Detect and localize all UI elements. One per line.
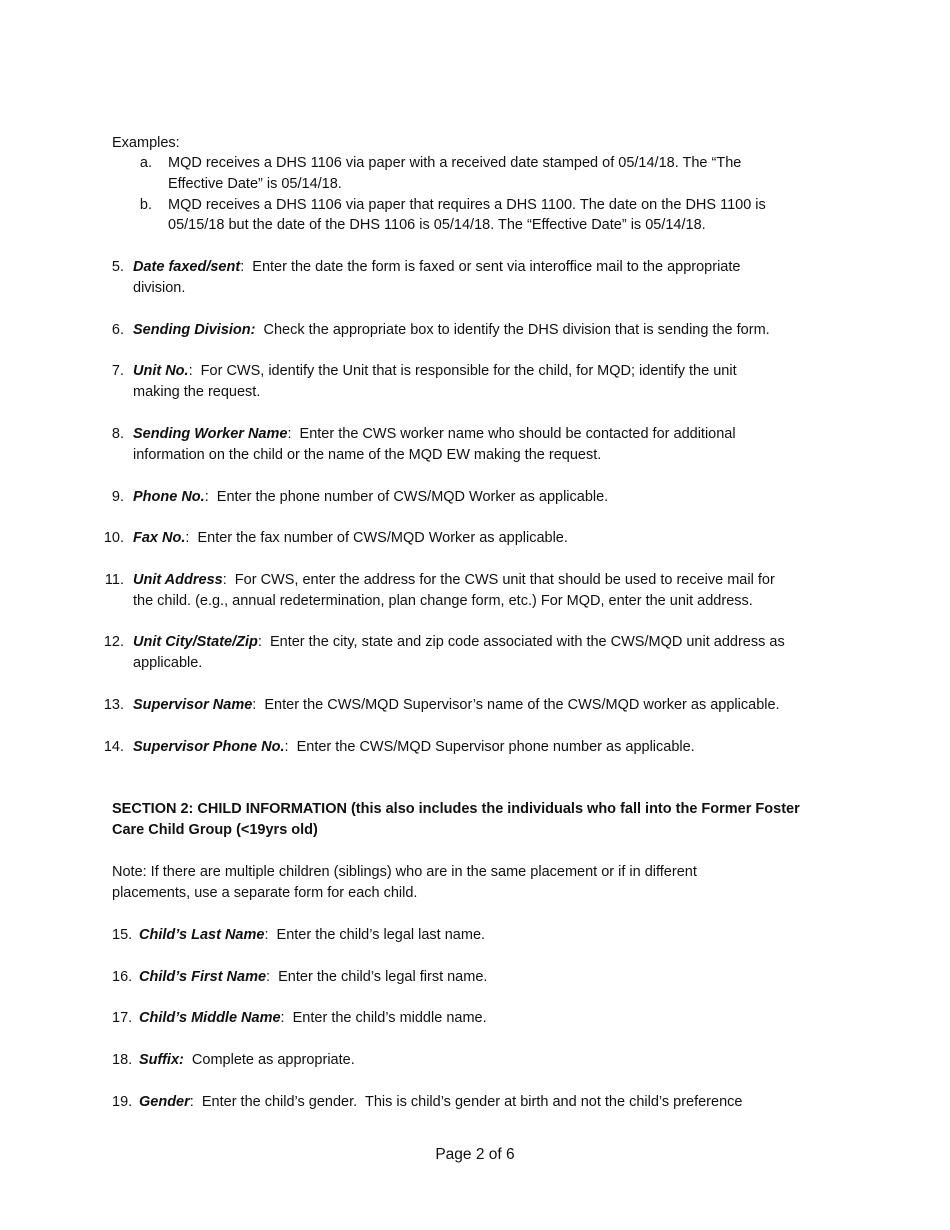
section2-note-line1: Note: If there are multiple children (siblings) who are in the same placement or if in different — [112, 864, 697, 880]
example-a-marker: a. — [139, 155, 152, 171]
item-description: Enter the CWS/MQD Supervisor phone number as applicable. — [296, 739, 695, 755]
item-line2: the child. (e.g., annual redetermination, plan change form, etc.) For MQD, enter the unit address. — [133, 593, 753, 609]
section2-heading-line1: SECTION 2: CHILD INFORMATION (this also includes the individuals who fall into the Former Foster — [112, 801, 800, 817]
item-separator — [184, 1052, 192, 1068]
item-number: 6. — [111, 322, 124, 338]
item-term: Unit City/State/Zip — [133, 634, 258, 650]
example-b-line2: 05/15/18 but the date of the DHS 1106 is 05/14/18. The “Effective Date” is 05/14/18. — [168, 217, 706, 233]
item-number: 8. — [111, 426, 124, 442]
item-description: Enter the child’s legal last name. — [276, 927, 486, 943]
item-description: For CWS, identify the Unit that is responsible for the child, for MQD; identify the unit — [200, 363, 737, 379]
item-line1 — [133, 570, 775, 591]
item-description: Enter the CWS/MQD Supervisor’s name of the CWS/MQD worker as applicable. — [264, 697, 780, 713]
item-description: Check the appropriate box to identify the DHS division that is sending the form. — [263, 322, 770, 338]
child-info-item — [112, 1050, 355, 1071]
child-info-item — [112, 1008, 487, 1029]
example-b-marker: b. — [139, 197, 152, 213]
child-info-item — [112, 925, 485, 946]
item-separator: : — [204, 489, 217, 505]
item-term: Unit No. — [133, 363, 189, 379]
page-number: Page 2 of 6 — [435, 1146, 515, 1163]
item-separator: : — [266, 969, 279, 985]
item-separator: : — [284, 739, 297, 755]
item-separator: : — [252, 697, 265, 713]
example-a-line1: MQD receives a DHS 1106 via paper with a received date stamped of 05/14/18. The “The — [168, 155, 742, 171]
item-term: Supervisor Name — [133, 697, 253, 713]
item-number: 7. — [111, 363, 124, 379]
item-separator: : — [222, 572, 235, 588]
item-term: Date faxed/sent — [133, 259, 241, 275]
item-separator: : — [280, 1010, 293, 1026]
item-description: Enter the fax number of CWS/MQD Worker as applicable. — [197, 530, 568, 546]
item-line2: making the request. — [133, 384, 261, 400]
item-line1 — [133, 632, 785, 653]
item-description: Enter the date the form is faxed or sent via interoffice mail to the appropriate — [252, 259, 741, 275]
section2-note-line2: placements, use a separate form for each child. — [112, 885, 418, 901]
item-separator: : — [240, 259, 253, 275]
item-description: For CWS, enter the address for the CWS unit that should be used to receive mail for — [234, 572, 775, 588]
item-term: Child’s Middle Name — [139, 1010, 281, 1026]
item-line1 — [133, 528, 568, 549]
item-term: Phone No. — [133, 489, 205, 505]
item-line2: division. — [133, 280, 186, 296]
item-separator: : — [189, 1094, 202, 1110]
item-term: Gender — [139, 1094, 190, 1110]
item-term: Child’s First Name — [139, 969, 267, 985]
item-separator: : — [257, 634, 270, 650]
examples-heading: Examples: — [112, 135, 180, 151]
item-line1 — [133, 695, 780, 716]
item-separator: : — [287, 426, 300, 442]
child-info-item — [112, 967, 487, 988]
item-description: Enter the child’s middle name. — [292, 1010, 487, 1026]
item-number: 13. — [103, 697, 124, 713]
item-number: 10. — [103, 530, 124, 546]
item-separator: : — [188, 363, 201, 379]
item-description: Enter the child’s legal first name. — [278, 969, 488, 985]
item-line1 — [133, 361, 737, 382]
item-line1 — [133, 424, 736, 445]
item-number: 11. — [104, 572, 124, 588]
item-line1 — [133, 257, 740, 278]
item-description: Enter the CWS worker name who should be contacted for additional — [299, 426, 736, 442]
item-line1 — [133, 487, 608, 508]
example-a-line2: Effective Date” is 05/14/18. — [168, 176, 342, 192]
item-description: Enter the city, state and zip code associated with the CWS/MQD unit address as — [269, 634, 785, 650]
item-separator: : — [185, 530, 198, 546]
item-term: Suffix: — [139, 1052, 184, 1068]
item-line2: applicable. — [133, 655, 203, 671]
item-description: Enter the phone number of CWS/MQD Worker as applicable. — [216, 489, 609, 505]
item-term: Unit Address — [133, 572, 223, 588]
item-term: Child’s Last Name — [139, 927, 265, 943]
item-number: 5. — [111, 259, 124, 275]
item-term: Sending Worker Name — [133, 426, 288, 442]
item-line1 — [133, 320, 770, 341]
item-number: 17. — [112, 1010, 133, 1026]
example-b-line1: MQD receives a DHS 1106 via paper that requires a DHS 1100. The date on the DHS 1100 is — [168, 197, 766, 213]
item-number: 15. — [112, 927, 133, 943]
item-number: 18. — [112, 1052, 133, 1068]
item-term: Sending Division: — [133, 322, 256, 338]
section2-heading-line2: Care Child Group (<19yrs old) — [112, 822, 318, 838]
item-description: Enter the child’s gender. This is child’s gender at birth and not the child’s preference — [201, 1094, 743, 1110]
child-info-item — [112, 1092, 742, 1113]
item-line2: information on the child or the name of the MQD EW making the request. — [133, 447, 602, 463]
item-number: 16. — [112, 969, 133, 985]
item-number: 14. — [103, 739, 124, 755]
item-description: Complete as appropriate. — [191, 1052, 355, 1068]
item-term: Supervisor Phone No. — [133, 739, 285, 755]
item-number: 12. — [103, 634, 124, 650]
item-separator: : — [264, 927, 277, 943]
item-number: 19. — [112, 1094, 133, 1110]
item-number: 9. — [111, 489, 124, 505]
item-separator — [255, 322, 263, 338]
item-term: Fax No. — [133, 530, 186, 546]
item-line1 — [133, 737, 695, 758]
